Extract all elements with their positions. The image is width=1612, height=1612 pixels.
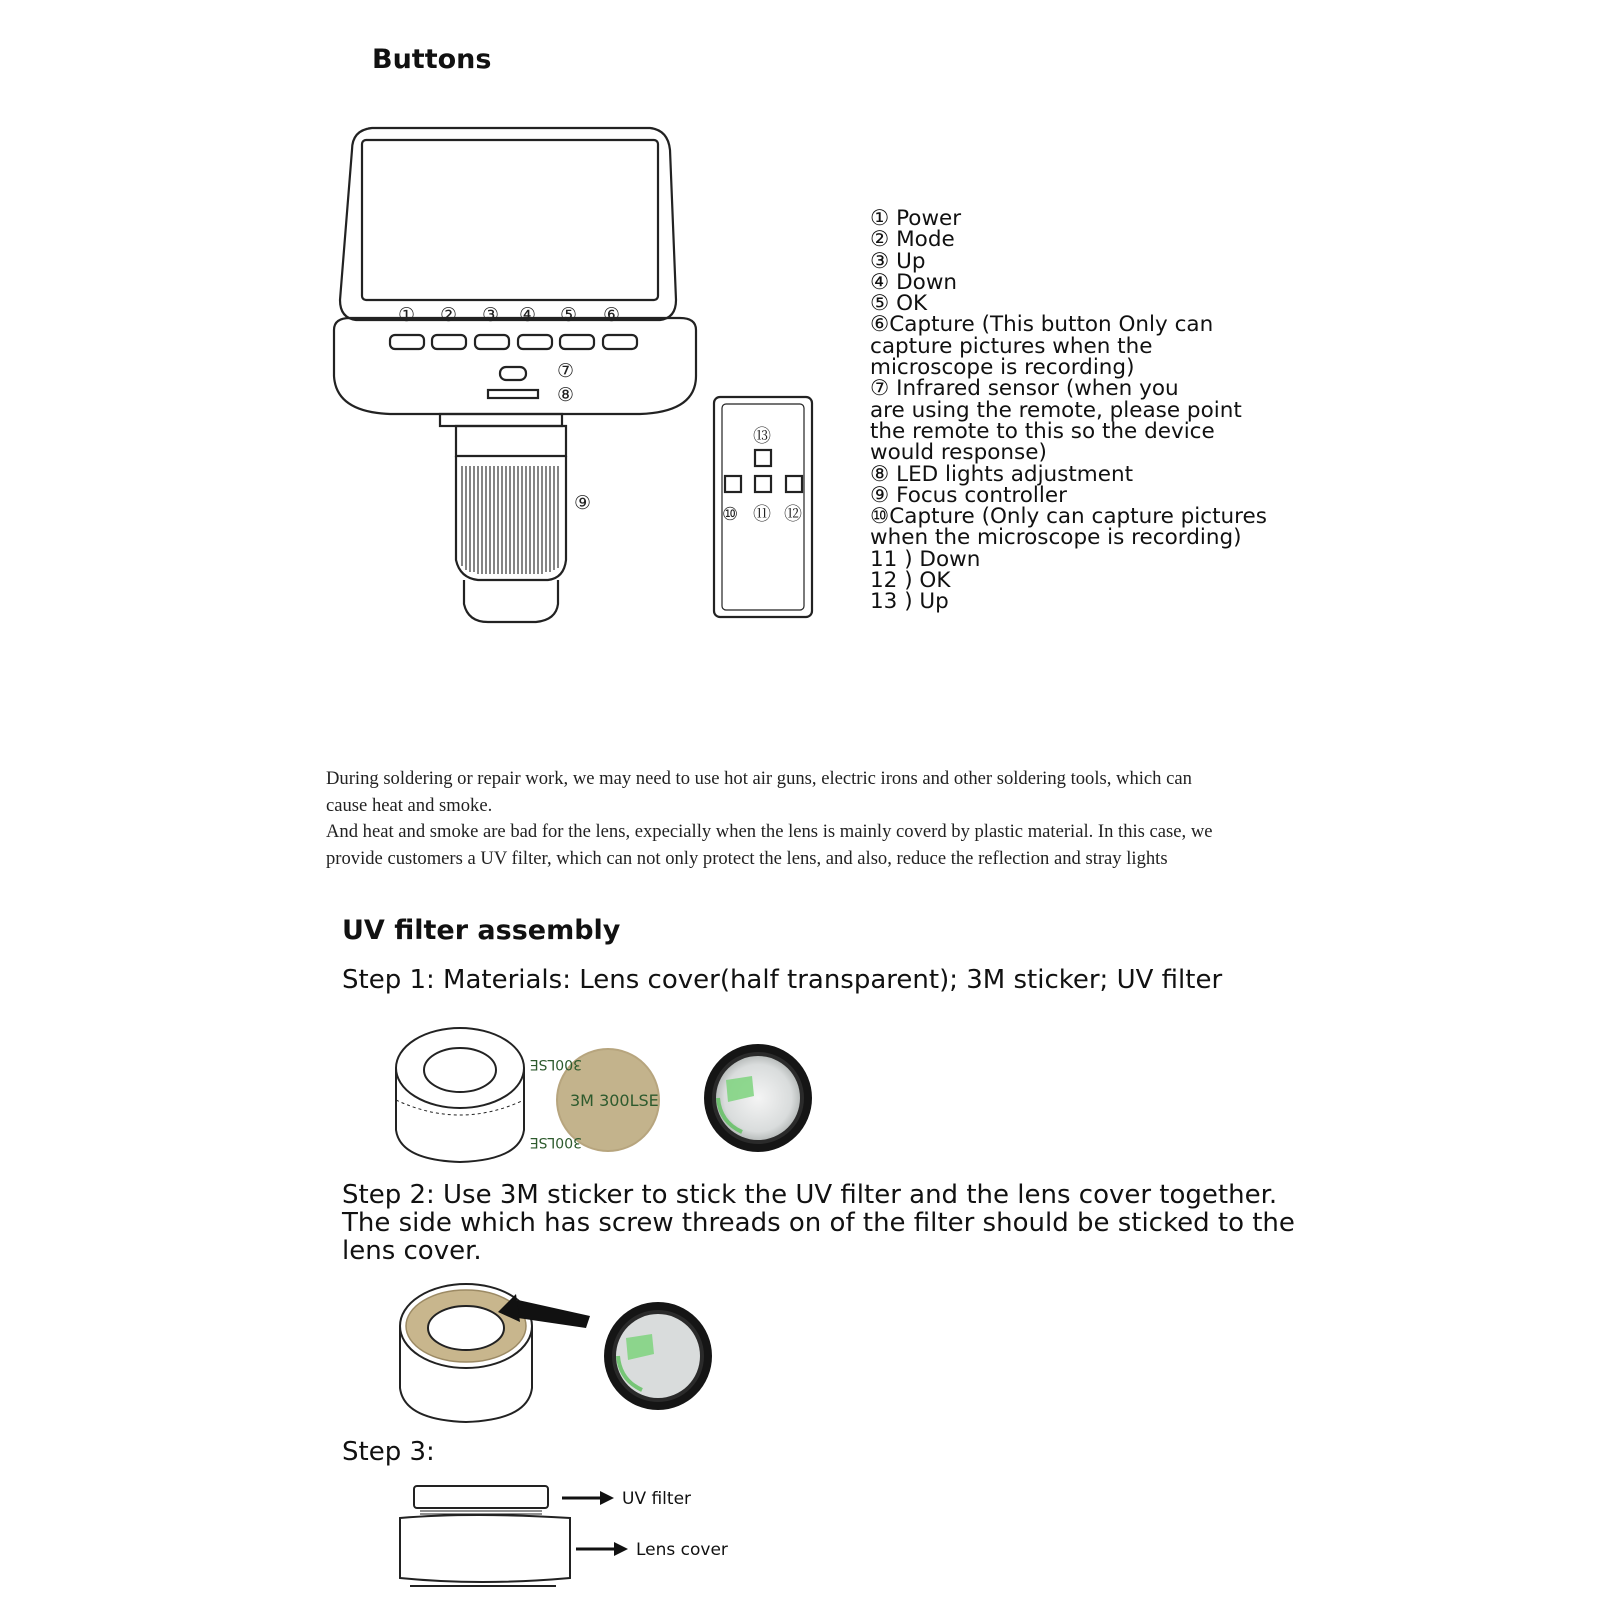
legend-line: would response) (870, 440, 1047, 466)
sticker-label-bottom: 300LSE (529, 1134, 582, 1150)
mark-5: ⑤ (560, 304, 578, 326)
legend-line: ④ Down (870, 269, 958, 295)
device-tube (456, 426, 566, 456)
legend-line: ⑥Capture (This button Only can (870, 312, 1214, 338)
device-button-5 (560, 335, 594, 349)
legend-line: ⑤ OK (870, 291, 928, 317)
uv-filter-part (414, 1486, 548, 1508)
mark-7: ⑦ (557, 360, 575, 382)
legend-line: ③ Up (870, 248, 926, 274)
device-button-3 (475, 335, 509, 349)
remote-button-ok (786, 476, 802, 492)
remote-mark-10: ⑩ (722, 504, 739, 525)
infrared-sensor (500, 367, 526, 380)
lens-cover-part (400, 1515, 570, 1582)
mark-3: ③ (482, 304, 500, 326)
sticker-label-top: 300LSE (529, 1056, 582, 1072)
mark-1: ① (398, 304, 416, 326)
sticker-image (530, 1048, 660, 1152)
paragraph-line: cause heat and smoke. (326, 794, 493, 816)
step3-illustration (390, 1476, 750, 1596)
step2-illustration (390, 1278, 720, 1430)
uv-filter-heading: UV filter assembly (342, 915, 621, 946)
device-housing (340, 128, 676, 320)
mark-8: ⑧ (557, 384, 575, 406)
mark-2: ② (440, 304, 458, 326)
legend-line: 12 ) OK (870, 568, 951, 594)
mark-9: ⑨ (574, 492, 592, 514)
device-screen (362, 140, 658, 300)
mark-6: ⑥ (603, 304, 621, 326)
paragraph-line: provide customers a UV filter, which can not only protect the lens, and also, reduce the reflection and stray lights (326, 847, 1168, 869)
legend-line: capture pictures when the (870, 333, 1153, 359)
lens-cover-image (396, 1028, 524, 1162)
device-nozzle (464, 580, 558, 622)
step2-line: Step 2: Use 3M sticker to stick the UV filter and the lens cover together. (342, 1180, 1278, 1210)
button-legend (870, 208, 1430, 613)
focus-ring (462, 466, 558, 574)
step2-line: The side which has screw threads on of the filter should be sticked to the (342, 1208, 1295, 1238)
legend-line: ⑨ Focus controller (870, 482, 1067, 508)
remote-mark-13: ⑬ (753, 426, 771, 447)
device-button-4 (518, 335, 552, 349)
arrow-icon-uv (562, 1491, 614, 1505)
legend-line: ⑦ Infrared sensor (when you (870, 376, 1179, 402)
legend-line: are using the remote, please point (870, 397, 1242, 423)
remote-button-down (755, 476, 771, 492)
intro-paragraph (326, 766, 1306, 872)
lens-cover-label: Lens cover (636, 1540, 728, 1560)
legend-line: ② Mode (870, 227, 955, 253)
mark-4: ④ (519, 304, 537, 326)
remote-button-up (755, 450, 771, 466)
uv-filter-label: UV filter (622, 1489, 692, 1509)
device-button-6 (603, 335, 637, 349)
sticker-label-main: 3M 300LSE (570, 1091, 659, 1110)
step2-line: lens cover. (342, 1236, 482, 1266)
led-adjust-slot (488, 390, 538, 398)
device-button-2 (432, 335, 466, 349)
legend-line: ⑩Capture (Only can capture pictures (870, 504, 1267, 530)
legend-line: ⑧ LED lights adjustment (870, 461, 1134, 487)
step2-text (342, 1181, 1295, 1265)
remote-button-capture (725, 476, 741, 492)
uv-filter-image-2 (604, 1302, 712, 1410)
legend-line: 13 ) Up (870, 589, 949, 615)
step1-text: Step 1: Materials: Lens cover(half transparent); 3M sticker; UV filter (342, 965, 1223, 995)
remote-mark-11: ⑪ (753, 504, 771, 525)
paragraph-line: And heat and smoke are bad for the lens, expecially when the lens is mainly coverd by plastic material. In this case, we (326, 821, 1213, 842)
device-button-1 (390, 335, 424, 349)
paragraph-line: During soldering or repair work, we may need to use hot air guns, electric irons and other soldering tools, which can (326, 768, 1192, 789)
buttons-heading: Buttons (372, 44, 492, 75)
legend-line: 11 ) Down (870, 546, 981, 572)
step1-materials (380, 1020, 840, 1180)
remote-mark-12: ⑫ (784, 504, 802, 525)
legend-line: the remote to this so the device (870, 418, 1215, 444)
arrow-icon-lens (576, 1542, 628, 1556)
uv-filter-image (704, 1044, 812, 1152)
legend-line: ① Power (870, 206, 962, 231)
legend-line: when the microscope is recording) (870, 525, 1242, 551)
legend-line: microscope is recording) (870, 355, 1135, 381)
step3-text: Step 3: (342, 1437, 435, 1467)
